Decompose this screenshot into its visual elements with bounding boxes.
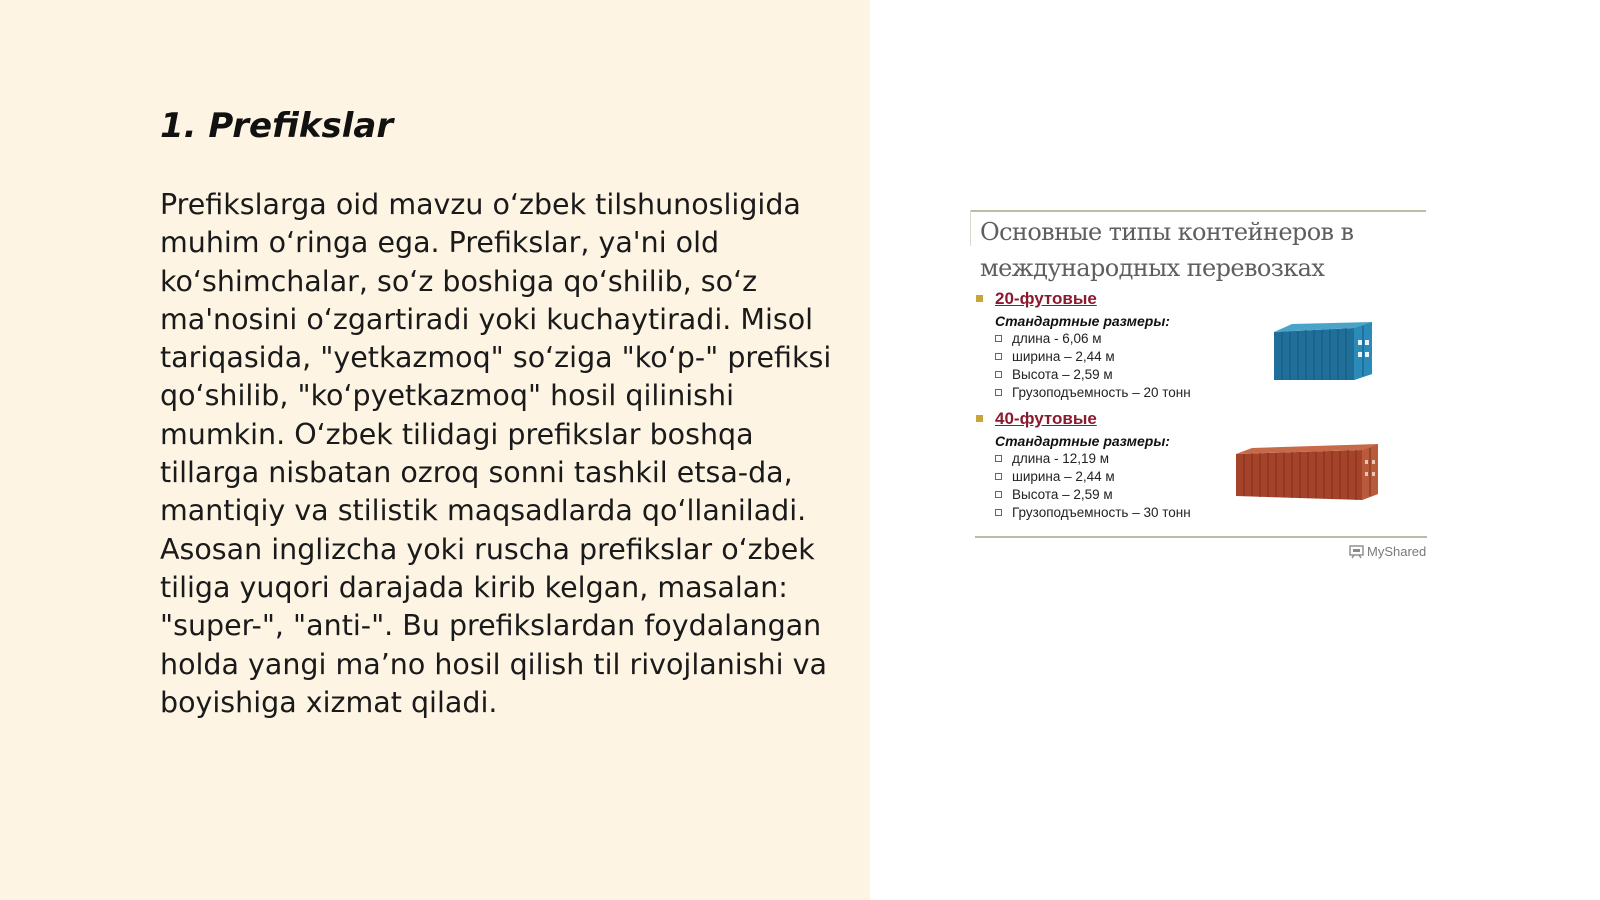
figure-title: Основные типы контейнеров в международных перевозках xyxy=(980,218,1354,282)
container-40ft-heading xyxy=(976,409,1097,429)
bullet-square-icon xyxy=(976,295,983,302)
bullet-square-icon xyxy=(976,415,983,422)
slide-body-text: Prefikslarga oid mavzu o‘zbek tilshunosligida muhim o‘ringa ega. Prefikslar, ya'ni old ko‘shimchalar, so‘z boshiga qo‘shilib, so‘z ma'nosini o‘zgartiradi yoki kuchaytiradi. Misol tariqasida, "yetkazmoq" so‘ziga "ko‘p-" prefiksi qo‘shilib, "ko‘pyetkazmoq" hosil qilinishi mumkin. O‘zbek tilidagi prefikslar boshqa tillarga nisbatan ozroq sonni tashkil etsa-da, mantiqiy va stilistik maqsadlarda qo‘llaniladi. Asosan inglizcha yoki ruscha prefikslar o‘zbek tiliga yuqori darajada kirib kelgan, masalan: "super-", "anti-". Bu prefikslardan foydalangan holda yangi ma’no hosil qilish til rivojlanishi va boyishiga xizmat qiladi. xyxy=(160,188,832,719)
container-40ft-heading-text: 40-футовые xyxy=(995,409,1097,428)
spec-item xyxy=(995,348,1115,366)
spec-item xyxy=(995,384,1191,402)
spec-bullet-icon xyxy=(995,335,1002,342)
spec-text: длина - 6,06 м xyxy=(1012,331,1102,346)
spec-bullet-icon xyxy=(995,389,1002,396)
spec-text: ширина – 2,44 м xyxy=(1012,349,1115,364)
spec-text: Грузоподъемность – 20 тонн xyxy=(1012,385,1191,400)
red-shipping-container-icon xyxy=(1232,440,1382,506)
spec-item xyxy=(995,468,1115,486)
spec-text: Высота – 2,59 м xyxy=(1012,487,1113,502)
spec-bullet-icon xyxy=(995,509,1002,516)
spec-item xyxy=(995,486,1113,504)
figure-top-rule xyxy=(970,210,1426,212)
myshared-logo-icon xyxy=(1349,544,1364,559)
spec-bullet-icon xyxy=(995,473,1002,480)
spec-bullet-icon xyxy=(995,353,1002,360)
spec-text: ширина – 2,44 м xyxy=(1012,469,1115,484)
figure-left-rule xyxy=(970,210,971,246)
spec-bullet-icon xyxy=(995,371,1002,378)
container-types-figure xyxy=(966,200,1438,570)
spec-text: Высота – 2,59 м xyxy=(1012,367,1113,382)
container-40ft-subheading: Стандартные размеры: xyxy=(995,433,1170,449)
figure-bottom-rule xyxy=(975,536,1427,538)
container-20ft-heading-text: 20-футовые xyxy=(995,289,1097,308)
spec-item xyxy=(995,450,1109,468)
myshared-watermark xyxy=(1349,544,1426,560)
spec-bullet-icon xyxy=(995,455,1002,462)
spec-item xyxy=(995,330,1102,348)
slide-title: 1. Prefikslar xyxy=(160,106,394,146)
spec-bullet-icon xyxy=(995,491,1002,498)
blue-shipping-container-icon xyxy=(1268,318,1378,386)
container-20ft-heading xyxy=(976,289,1097,309)
watermark-text: MyShared xyxy=(1367,544,1427,559)
spec-item xyxy=(995,504,1191,522)
spec-text: Грузоподъемность – 30 тонн xyxy=(1012,505,1191,520)
spec-text: длина - 12,19 м xyxy=(1012,451,1110,466)
spec-item xyxy=(995,366,1113,384)
container-20ft-subheading: Стандартные размеры: xyxy=(995,313,1170,329)
